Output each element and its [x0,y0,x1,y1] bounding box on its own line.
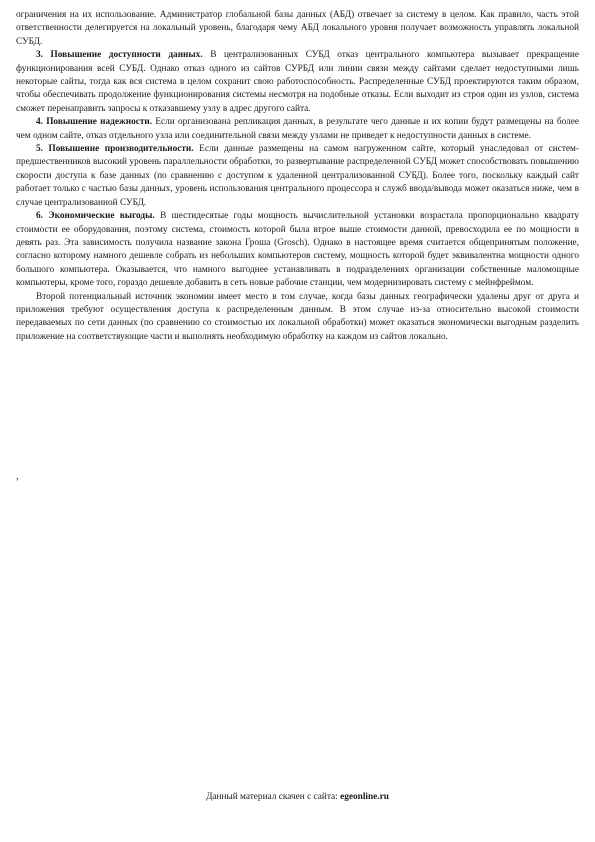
footer-attribution [0,791,595,803]
paragraph-text: Если данные размещены на самом нагруженном сайте, который унаследовал от систем-предшественников высокий уровень параллельности обработки, то развертывание распределенной СУБД может способствовать повышению скорости доступа к базе данных (по сравнению с доступом к удаленной централизованной СУБД). Более того, поскольку каждый сайт работает только с частью базы данных, уровень использования центрального процессора и служб ввода/вывода может оказаться ниже, чем в случае централизованной СУБД. [16,144,579,208]
footer-site-link[interactable]: egeonline.ru [340,792,389,802]
paragraph-second-source [16,291,579,345]
paragraph-text: В централизованных СУБД отказ центрального компьютера вызывает прекращение функционирования всей СУБД. Однако отказ одного из сайтов СУРБД или линии связи между сайтами сделает недоступными лишь некоторые сайты, тогда как вся система в целом сохранит свою работоспособность. Распределенные СУБД проектируются таким образом, чтобы обеспечивать продолжение функционирования системы несмотря на подобные отказы. Если выходит из строя один из узлов, система сможет перенаправить запросы к отказавшему узлу в адрес другого сайта. [16,50,579,114]
paragraph-performance [16,143,579,210]
paragraph-availability [16,49,579,116]
paragraph-heading: 4. Повышение надежности. [36,117,153,128]
stray-mark: , [16,471,19,482]
paragraph-heading: 3. Повышение доступности данных. [36,50,203,61]
paragraph-heading: 5. Повышение производительности. [36,144,194,155]
paragraph-economic [16,210,579,290]
paragraph-text: Второй потенциальный источник экономии имеет место в том случае, когда базы данных географически удалены друг от друга и приложения требуют осуществления доступа к распределенным данным. В этом случае из-за относительно высокой стоимости передаваемых по сети данных (по сравнению со стоимостью их локальной обработки) может оказаться экономически выгодным разделить приложение на соответствующие части и выполнять необходимую обработку на каждом из сайтов локально. [16,291,579,342]
paragraph-text: В шестидесятые годы мощность вычислительной установки возрастала пропорционально квадрату стоимости ее оборудования, поэтому система, стоимость которой была втрое выше стоимости данной, превосходила ее по мощности в девять раз. Эта зависимость получила название закона Гроша (Grosch). Однако в настоящее время считается общепринятым положение, согласно которому намного дешевле собрать из небольших компьютеров систему, мощность которой будет эквивалентна мощности одного большого компьютера. Оказывается, что намного выгоднее устанавливать в подразделениях организации собственные маломощные компьютеры, кроме того, гораздо дешевле добавить в сеть новые рабочие станции, чем модернизировать систему с мейнфреймом. [16,211,579,289]
document-body [16,9,579,344]
footer-prefix: Данный материал скачен с сайта: [206,792,341,802]
paragraph-reliability [16,116,579,143]
paragraph-heading: 6. Экономические выгоды. [36,211,155,222]
paragraph-text: Если организована репликация данных, в результате чего данные и их копии будут размещены на более чем одном сайте, отказ отдельного узла или соединительной связи между узлами не приведет к недоступности данных в системе. [16,117,579,141]
paragraph-intro [16,9,579,49]
paragraph-text: ограничения на их использование. Администратор глобальной базы данных (АБД) отвечает за систему в целом. Как правило, часть этой ответственности делегируется на локальный уровень, благодаря чему АБД локального уровня получает возможность управлять локальной СУБД. [16,10,579,47]
